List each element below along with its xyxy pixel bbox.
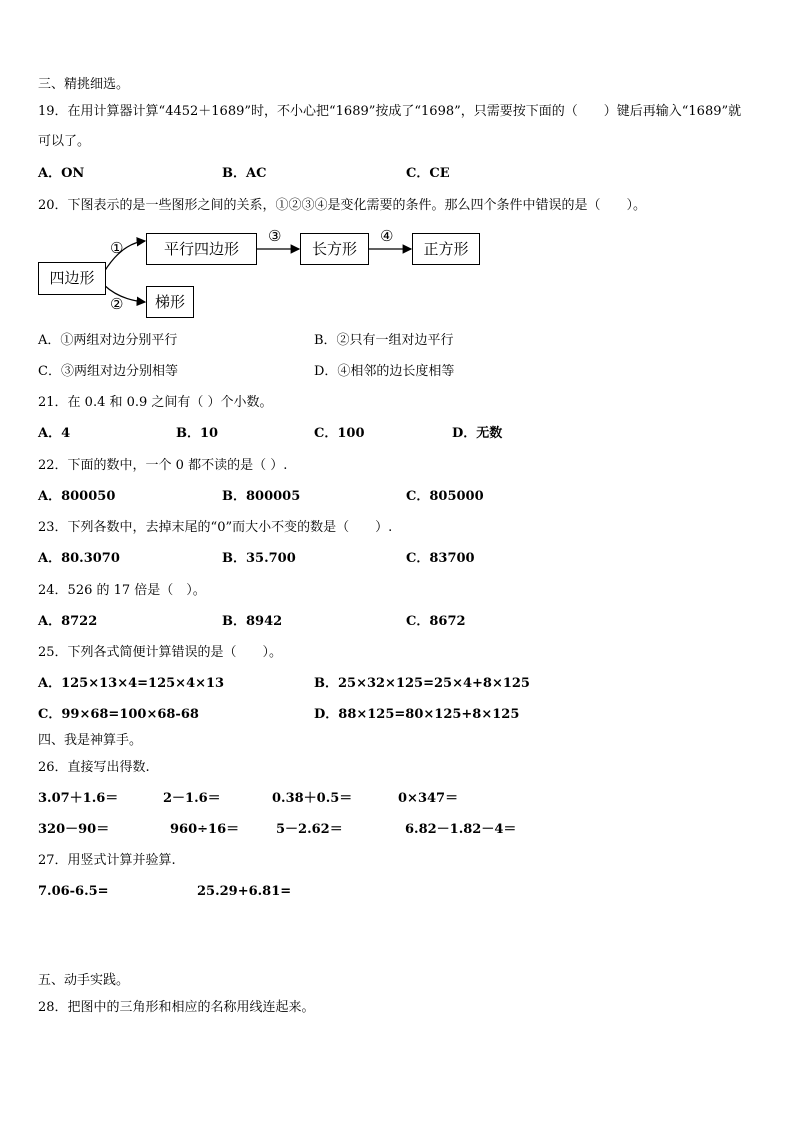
q26-expr-5: 320－90＝ xyxy=(38,822,110,837)
q20-option-b[interactable]: B．②只有一组对边平行 xyxy=(314,333,454,348)
q25-option-b[interactable]: B．25×32×125=25×4+8×125 xyxy=(314,676,530,691)
q26-stem: 26．直接写出得数. xyxy=(38,760,150,775)
condition-4-label: ④ xyxy=(380,227,394,245)
node-parallelogram: 平行四边形 xyxy=(146,233,257,265)
q19-option-a[interactable]: A．ON xyxy=(38,166,85,181)
q21-option-b[interactable]: B．10 xyxy=(176,426,219,441)
q20-option-d[interactable]: D．④相邻的边长度相等 xyxy=(314,364,455,379)
q20-stem: 20．下图表示的是一些图形之间的关系，①②③④是变化需要的条件。那么四个条件中错误的是（ ）。 xyxy=(38,198,647,213)
q21-option-a[interactable]: A．4 xyxy=(38,426,71,441)
q25-option-a[interactable]: A．125×13×4=125×4×13 xyxy=(38,676,225,691)
q26-expr-8: 6.82－1.82－4＝ xyxy=(405,822,517,837)
q19-stem-line1: 19．在用计算器计算“4452＋1689”时，不小心把“1689”按成了“1698”，只需要按下面的（ ）键后再输入“1689”就 xyxy=(38,104,742,119)
q19-stem-line2: 可以了。 xyxy=(38,134,91,149)
q26-expr-3: 0.38＋0.5＝ xyxy=(272,791,353,806)
node-square: 正方形 xyxy=(412,233,480,265)
q23-option-b[interactable]: B．35.700 xyxy=(222,551,296,566)
q20-option-a[interactable]: A．①两组对边分别平行 xyxy=(38,333,178,348)
q24-option-b[interactable]: B．8942 xyxy=(222,614,283,629)
q26-expr-1: 3.07＋1.6＝ xyxy=(38,791,119,806)
q21-option-c[interactable]: C．100 xyxy=(314,426,365,441)
q25-option-c[interactable]: C．99×68=100×68-68 xyxy=(38,707,199,722)
q21-option-d[interactable]: D．无数 xyxy=(452,426,503,441)
q27-expr-1: 7.06-6.5= xyxy=(38,884,109,899)
q21-stem: 21．在 0.4 和 0.9 之间有（ ）个小数。 xyxy=(38,395,273,410)
section-5-heading: 五、动手实践。 xyxy=(38,973,130,988)
q28-stem: 28．把图中的三角形和相应的名称用线连起来。 xyxy=(38,1000,315,1015)
condition-3-label: ③ xyxy=(268,227,282,245)
q22-option-c[interactable]: C．805000 xyxy=(406,489,484,504)
condition-2-label: ② xyxy=(110,295,124,313)
q22-option-a[interactable]: A．800050 xyxy=(38,489,116,504)
q27-stem: 27．用竖式计算并验算. xyxy=(38,853,176,868)
node-trapezoid: 梯形 xyxy=(146,286,194,318)
section-3-heading: 三、精挑细选。 xyxy=(38,77,130,92)
q26-expr-7: 5－2.62＝ xyxy=(276,822,343,837)
q23-stem: 23．下列各数中，去掉末尾的“0”而大小不变的数是（ ）. xyxy=(38,520,393,535)
q19-option-c[interactable]: C．CE xyxy=(406,166,450,181)
q20-option-c[interactable]: C．③两组对边分别相等 xyxy=(38,364,178,379)
q27-expr-2: 25.29+6.81= xyxy=(197,884,292,899)
q24-stem: 24．526 的 17 倍是（ ）。 xyxy=(38,583,206,598)
q24-option-c[interactable]: C．8672 xyxy=(406,614,466,629)
q26-expr-4: 0×347＝ xyxy=(398,791,459,806)
q26-expr-6: 960÷16＝ xyxy=(170,822,240,837)
q23-option-c[interactable]: C．83700 xyxy=(406,551,475,566)
q26-expr-2: 2－1.6＝ xyxy=(163,791,221,806)
q25-option-d[interactable]: D．88×125=80×125+8×125 xyxy=(314,707,520,722)
q23-option-a[interactable]: A．80.3070 xyxy=(38,551,120,566)
q22-stem: 22．下面的数中，一个 0 都不读的是（ ）. xyxy=(38,458,288,473)
q25-stem: 25．下列各式简便计算错误的是（ ）。 xyxy=(38,645,283,660)
node-rectangle: 长方形 xyxy=(300,233,369,265)
q24-option-a[interactable]: A．8722 xyxy=(38,614,98,629)
q19-option-b[interactable]: B．AC xyxy=(222,166,267,181)
q22-option-b[interactable]: B．800005 xyxy=(222,489,301,504)
condition-1-label: ① xyxy=(110,239,124,257)
node-quadrilateral: 四边形 xyxy=(38,262,106,295)
diagram-connectors xyxy=(0,0,794,330)
section-4-heading: 四、我是神算手。 xyxy=(38,733,143,748)
